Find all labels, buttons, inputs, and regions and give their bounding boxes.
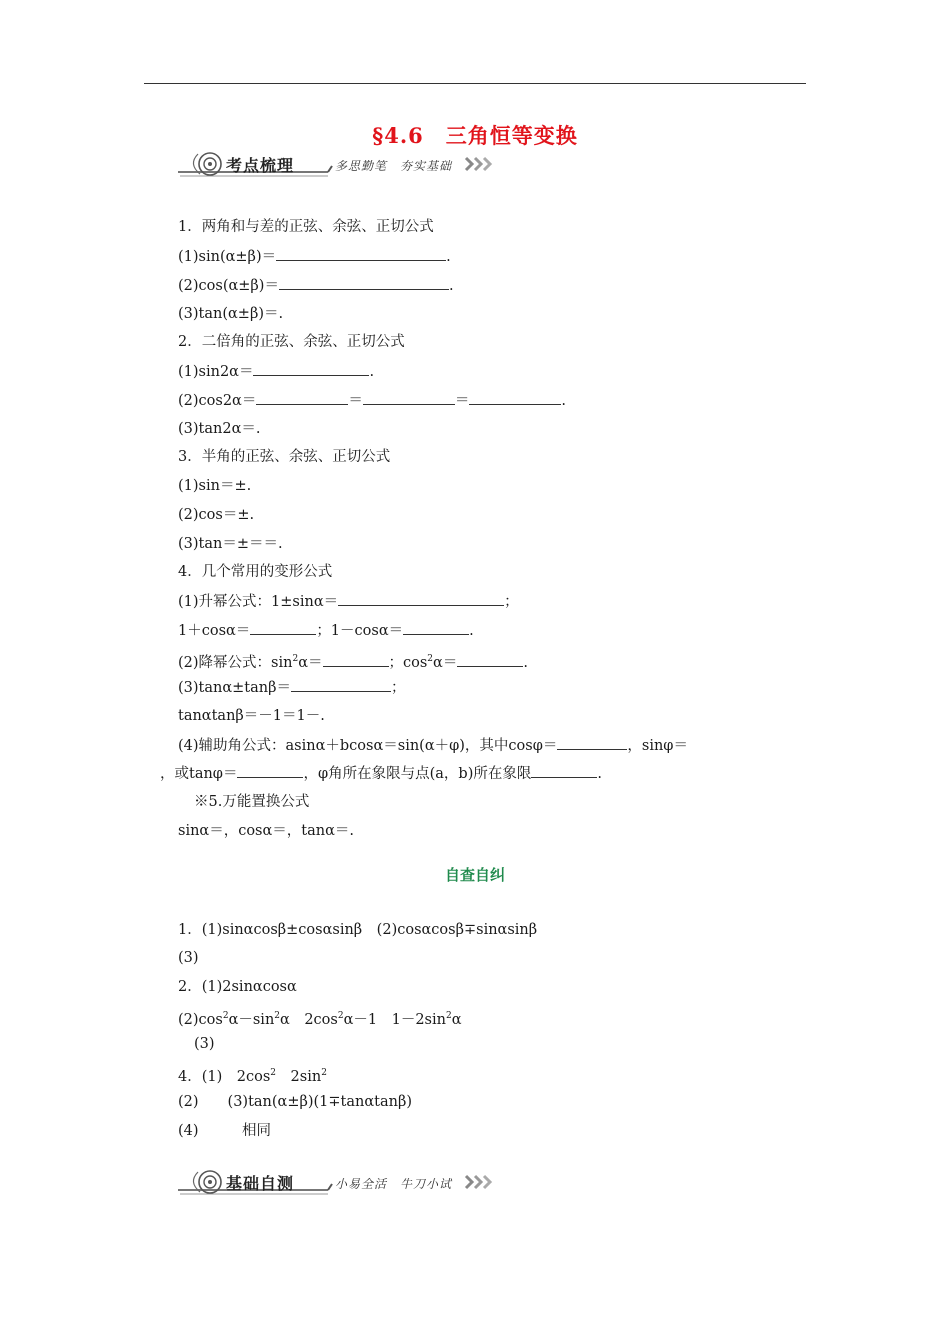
text: α－1 1－2sin — [343, 1011, 446, 1028]
answer-4-2: (2) (3)tan(α±β)(1∓tanαtanβ) — [178, 1094, 413, 1110]
text: (1)升幂公式：1±sinα＝ — [178, 594, 339, 610]
superscript: 2 — [427, 654, 434, 664]
banner-title: 基础自测 — [226, 1174, 295, 1193]
banner-subtitle: 小易全活 牛刀小试 — [335, 1177, 453, 1191]
text: (2)cos2α＝ — [178, 393, 257, 409]
text: α＝ — [298, 654, 323, 671]
text: (3)tanα±tanβ＝ — [178, 680, 291, 696]
banner-subtitle: 多思勤笔 夯实基础 — [335, 159, 453, 173]
line-2c: (3)tan2α＝. — [178, 421, 261, 437]
line-3a: (1)sin＝±. — [178, 478, 252, 494]
text: α — [451, 1011, 462, 1028]
line-4d: (3)tanα±tanβ＝ ； — [178, 677, 405, 698]
heading-2: 2．二倍角的正弦、余弦、正切公式 — [178, 334, 405, 350]
line-3b: (2)cos＝±. — [178, 507, 255, 523]
superscript: 2 — [445, 1011, 452, 1021]
text: (2)cos — [178, 1011, 223, 1028]
answer-blank — [253, 361, 369, 376]
text: ，sinφ＝ — [627, 738, 688, 754]
text: (1)sin2α＝ — [178, 364, 254, 380]
answer-1: 1．(1)sinαcosβ±cosαsinβ (2)cosαcosβ∓sinαsinβ — [178, 922, 538, 938]
line-2a: (1)sin2α＝ . — [178, 361, 374, 382]
text: α＝ — [433, 654, 458, 671]
text: α 2cos — [280, 1011, 338, 1028]
answer-4-4: (4) 相同 — [178, 1123, 272, 1139]
answer-blank — [256, 390, 348, 405]
line-3c: (3)tan＝±＝＝. — [178, 536, 283, 552]
superscript: 2 — [270, 1068, 277, 1078]
text: 1＋cosα＝ — [178, 623, 251, 639]
header-rule — [144, 83, 806, 84]
answer-blank — [237, 763, 303, 778]
superscript: 2 — [222, 1011, 229, 1021]
line-4c: (2)降幂公式：$\sin^2\alpha=$ ；$\cos^2\alpha=$ . — [178, 649, 528, 673]
text: 2sin — [276, 1068, 322, 1085]
answer-blank — [250, 620, 316, 635]
text: ，φ角所在象限与点(a，b)所在象限 — [303, 766, 532, 782]
answer-blank — [279, 275, 449, 290]
answer-blank — [457, 652, 523, 667]
line-1b: (2)cos(α±β)＝ . — [178, 275, 454, 296]
answer-blank — [531, 763, 597, 778]
line-1a: (1)sin(α±β)＝ . — [178, 246, 451, 267]
line-4f — [178, 735, 688, 756]
text: 4．(1) 2cos — [178, 1068, 271, 1085]
heading-3: 3．半角的正弦、余弦、正切公式 — [178, 449, 391, 465]
page-title: §4.6 三角恒等变换 — [372, 123, 578, 148]
superscript: 2 — [337, 1011, 344, 1021]
answer-blank — [469, 390, 561, 405]
line-4g: ，或tanφ＝ ，φ角所在象限与点(a，b)所在象限 . — [160, 763, 602, 784]
answer-blank — [276, 246, 446, 261]
banner-key-points — [178, 150, 508, 180]
superscript: 2 — [292, 654, 299, 664]
heading-1: 1．两角和与差的正弦、余弦、正切公式 — [178, 219, 434, 235]
answer-1-3: (3) — [178, 950, 199, 966]
text: ；1－cosα＝ — [316, 623, 404, 639]
line-5: sinα＝，cosα＝，tanα＝. — [178, 823, 355, 839]
text: (2)降幂公式：sin — [178, 654, 293, 671]
answer-blank — [403, 620, 469, 635]
banner-title: 考点梳理 — [226, 156, 295, 175]
answer-4 — [178, 1063, 327, 1087]
text: (2)cos(α±β)＝ — [178, 278, 279, 294]
banner-basic-test — [178, 1168, 508, 1198]
answer-blank — [323, 652, 389, 667]
answer-blank — [557, 735, 627, 750]
text: (1)sin(α±β)＝ — [178, 249, 277, 265]
heading-4: 4．几个常用的变形公式 — [178, 564, 333, 580]
superscript: 2 — [274, 1011, 281, 1021]
text: (4)辅助角公式：asinα＋bcosα＝sin(α＋φ)，其中cosφ＝ — [178, 738, 558, 754]
line-2b: (2)cos2α＝ ＝ ＝ . — [178, 390, 566, 411]
line-4a: (1)升幂公式：1±sinα＝ ； — [178, 591, 519, 612]
answer-blank — [291, 677, 391, 692]
line-4b: 1＋cosα＝ ；1－cosα＝ . — [178, 620, 474, 641]
answer-2: 2．(1)2sinαcosα — [178, 979, 297, 995]
answer-blank — [338, 591, 504, 606]
superscript: 2 — [321, 1068, 327, 1078]
answer-blank — [363, 390, 455, 405]
answer-2-2 — [178, 1006, 462, 1030]
section-self-check: 自查自纠 — [444, 866, 505, 884]
answer-2-3: (3) — [194, 1036, 215, 1052]
text: ；cos — [388, 654, 428, 671]
text: α－sin — [228, 1011, 275, 1028]
heading-5: ※5.万能置换公式 — [194, 794, 310, 810]
text: ，或tanφ＝ — [160, 766, 238, 782]
line-1c: (3)tan(α±β)＝. — [178, 306, 284, 322]
line-4e: tanαtanβ＝－1＝1－. — [178, 708, 325, 724]
